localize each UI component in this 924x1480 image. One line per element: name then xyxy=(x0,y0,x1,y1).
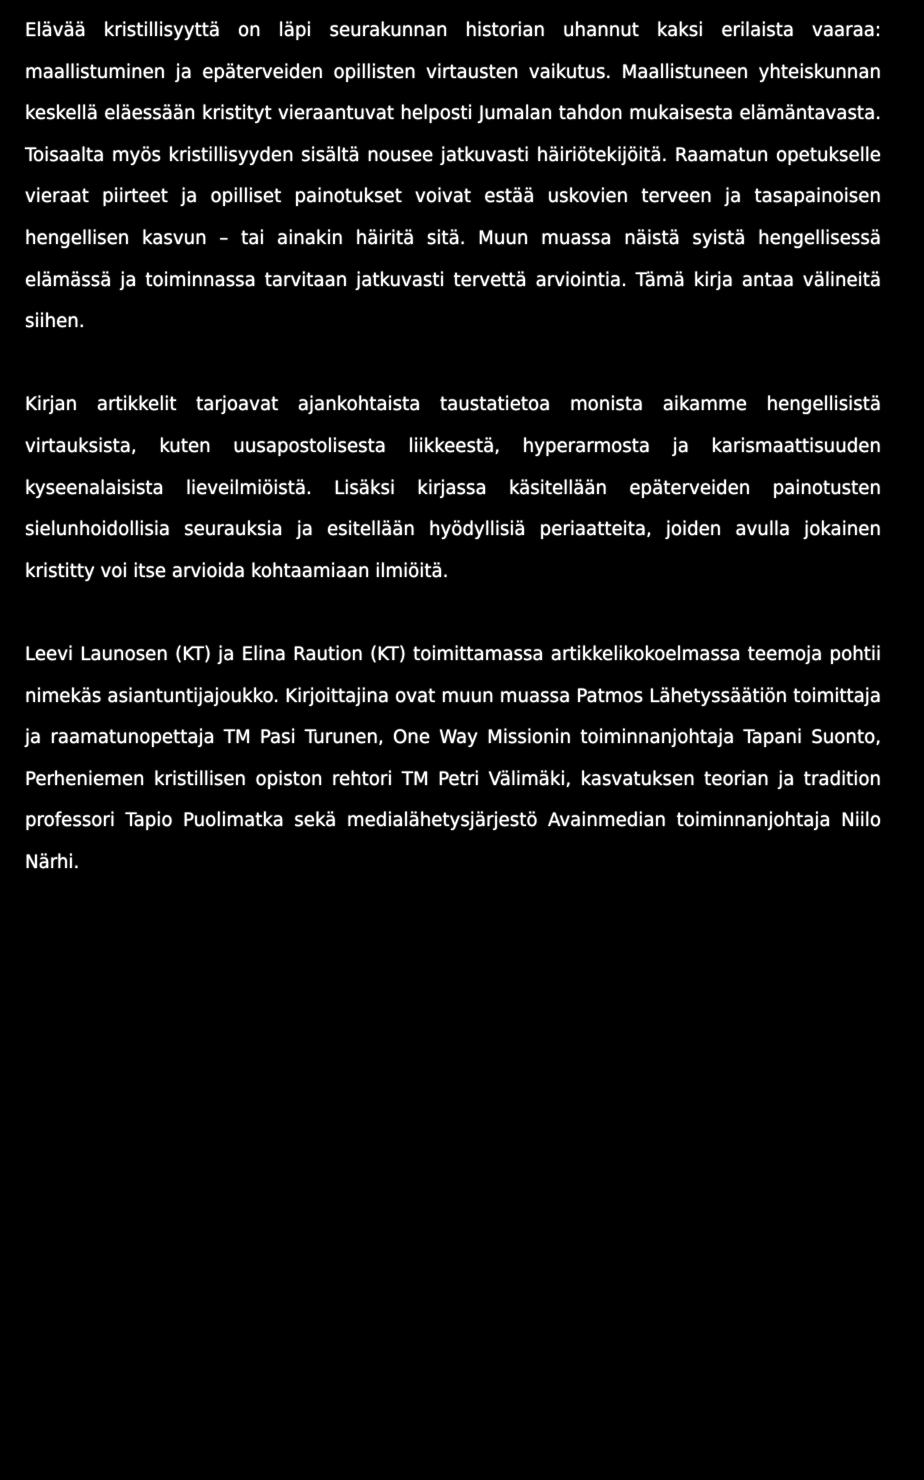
description-paragraph-1: Elävää kristillisyyttä on läpi seurakunnan historian uhannut kaksi erilaista vaaraa: maallistuminen ja epäterveiden opillisten virtausten vaikutus. Maallistuneen yhteiskunnan keskellä eläessään kristityt vieraantuvat helposti Jumalan tahdon mukaisesta elämäntavasta. Toisaalta myös kristillisyyden sisältä nousee jatkuvasti häiriötekijöitä. Raamatun opetukselle vieraat piirteet ja opilliset painotukset voivat estää uskovien terveen ja tasapainoisen hengellisen kasvun – tai ainakin häiritä sitä. Muun muassa näistä syistä hengellisessä elämässä ja toiminnassa tarvitaan jatkuvasti tervettä arviointia. Tämä kirja antaa välineitä siihen. xyxy=(25,20,881,333)
description-paragraph-2: Kirjan artikkelit tarjoavat ajankohtaista taustatietoa monista aikamme hengellisistä virtauksista, kuten uusapostolisesta liikkeestä, hyperarmosta ja karismaattisuuden kyseenalaisista lieveilmiöistä. Lisäksi kirjassa käsitellään epäterveiden painotusten sielunhoidollisia seurauksia ja esitellään hyödyllisiä periaatteita, joiden avulla jokainen kristitty voi itse arvioida kohtaamiaan ilmiöitä. xyxy=(25,394,881,582)
description-paragraph-3: Leevi Launosen (KT) ja Elina Raution (KT) toimittamassa artikkelikokoelmassa teemoja pohtii nimekäs asiantuntijajoukko. Kirjoittajina ovat muun muassa Patmos Lähetyssäätiön toimittaja ja raamatunopettaja TM Pasi Turunen, One Way Missionin toiminnanjohtaja Tapani Suonto, Perheniemen kristillisen opiston rehtori TM Petri Välimäki, kasvatuksen teorian ja tradition professori Tapio Puolimatka sekä medialähetysjärjestö Avainmedian toiminnanjohtaja Niilo Närhi. xyxy=(25,643,881,873)
book-description-text xyxy=(25,10,881,883)
